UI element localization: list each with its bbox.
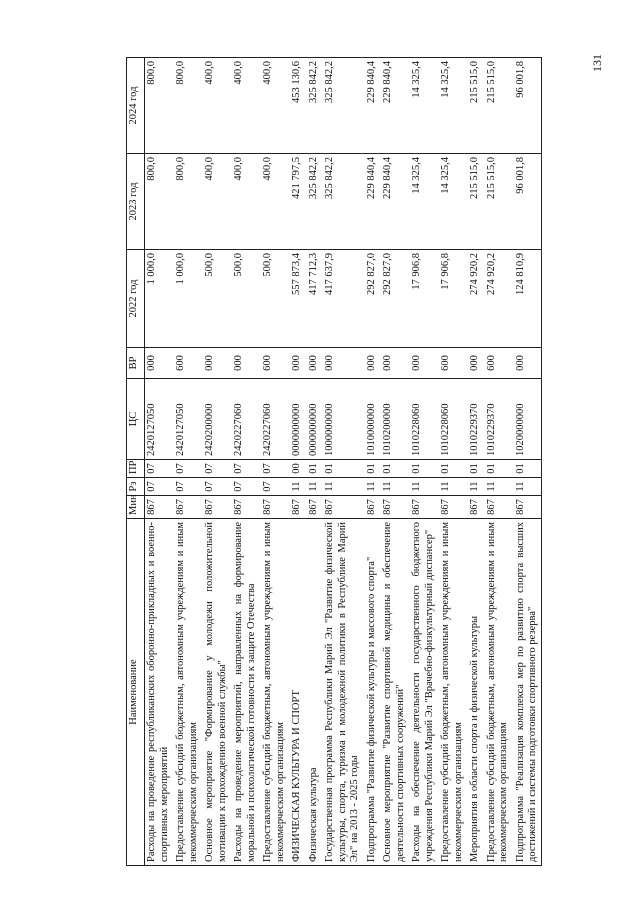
table-row [483, 58, 512, 866]
table-cell-vr: 600 [437, 348, 466, 379]
table-cell-vr: 000 [379, 348, 408, 379]
table-cell-2024: 14 325,4 [408, 58, 437, 154]
table-cell-name: ФИЗИЧЕСКАЯ КУЛЬТУРА И СПОРТ [288, 519, 305, 866]
table-cell-cs: 2420127050 [145, 379, 173, 460]
table-cell-2024: 96 001,8 [512, 58, 542, 154]
table-cell-cs: 0000000000 [305, 379, 322, 460]
table-cell-2022: 274 920,2 [483, 250, 512, 348]
table-cell-pr: 01 [437, 460, 466, 478]
table-cell-name: Основное мероприятие "Развитие спортивной медицины и обеспечение деятельности спортивных сооружений" [379, 519, 408, 866]
table-cell-name: Государственная программа Республики Марий Эл "Развитие физической культуры, спорта, туризма и молодежной политики в Республике Марий Эл" на 2013 - 2025 годы [321, 519, 363, 866]
table-cell-rz: 11 [408, 478, 437, 496]
table-cell-rz: 11 [288, 478, 305, 496]
table-row [379, 58, 408, 866]
table-cell-2023: 215 515,0 [483, 154, 512, 250]
table-cell-2022: 500,0 [201, 250, 230, 348]
table-cell-cs: 2420227060 [259, 379, 288, 460]
table-cell-min: 867 [172, 496, 201, 519]
table-row [259, 58, 288, 866]
table-cell-rz: 07 [230, 478, 259, 496]
table-cell-min: 867 [363, 496, 380, 519]
table-cell-2023: 325 842,2 [305, 154, 322, 250]
table-cell-name: Расходы на обеспечение деятельности государственного бюджетного учреждения Республики Марий Эл "Врачебно-физкультурный диспансер" [408, 519, 437, 866]
table-cell-cs: 1010228060 [408, 379, 437, 460]
header-rz: Рз [127, 478, 145, 496]
table-cell-vr: 000 [466, 348, 483, 379]
table-body [145, 58, 542, 866]
table-row [145, 58, 173, 866]
table-cell-name: Расходы на проведение республиканских оборонно-прикладных и военно-спортивных мероприятий [145, 519, 173, 866]
table-cell-cs: 1020000000 [512, 379, 542, 460]
table-cell-2023: 229 840,4 [363, 154, 380, 250]
table-cell-cs: 1010000000 [363, 379, 380, 460]
budget-table [126, 57, 542, 866]
table-row [363, 58, 380, 866]
table-cell-2024: 325 842,2 [321, 58, 363, 154]
table-cell-2022: 1 000,0 [145, 250, 173, 348]
table-cell-rz: 11 [437, 478, 466, 496]
table-cell-2024: 400,0 [201, 58, 230, 154]
table-cell-min: 867 [466, 496, 483, 519]
table-cell-2024: 215 515,0 [466, 58, 483, 154]
table-cell-2022: 557 873,4 [288, 250, 305, 348]
table-cell-min: 867 [321, 496, 363, 519]
table-cell-2024: 215 515,0 [483, 58, 512, 154]
table-cell-2023: 400,0 [259, 154, 288, 250]
table-cell-2023: 400,0 [230, 154, 259, 250]
table-row [437, 58, 466, 866]
table-row [201, 58, 230, 866]
table-cell-name: Подпрограмма "Реализация комплекса мер по развитию спорта высших достижений и системы подготовки спортивного резерва" [512, 519, 542, 866]
table-cell-2024: 400,0 [230, 58, 259, 154]
table-row [512, 58, 542, 866]
table-cell-2022: 500,0 [259, 250, 288, 348]
header-vr: ВР [127, 348, 145, 379]
table-cell-pr: 07 [201, 460, 230, 478]
header-min: Мин [127, 496, 145, 519]
table-cell-vr: 600 [172, 348, 201, 379]
table-cell-2023: 800,0 [172, 154, 201, 250]
table-cell-cs: 0000000000 [288, 379, 305, 460]
table-cell-rz: 11 [305, 478, 322, 496]
table-cell-rz: 07 [201, 478, 230, 496]
table-cell-name: Основное мероприятие "Формирование у молодежи положительной мотивации к прохождению военной службы" [201, 519, 230, 866]
table-cell-2022: 417 712,3 [305, 250, 322, 348]
table-cell-2024: 325 842,2 [305, 58, 322, 154]
table-cell-2024: 400,0 [259, 58, 288, 154]
table-cell-vr: 000 [230, 348, 259, 379]
table-cell-vr: 000 [408, 348, 437, 379]
table-cell-pr: 07 [145, 460, 173, 478]
table-cell-2022: 292 827,0 [379, 250, 408, 348]
table-cell-pr: 01 [466, 460, 483, 478]
table-cell-vr: 000 [321, 348, 363, 379]
table-cell-rz: 11 [483, 478, 512, 496]
table-cell-pr: 01 [305, 460, 322, 478]
table-cell-2023: 800,0 [145, 154, 173, 250]
table-cell-min: 867 [408, 496, 437, 519]
table-cell-vr: 000 [288, 348, 305, 379]
table-cell-2023: 325 842,2 [321, 154, 363, 250]
header-2022: 2022 год [127, 250, 145, 348]
table-cell-2022: 417 637,9 [321, 250, 363, 348]
table-cell-name: Предоставление субсидий бюджетным, автономным учреждениям и иным некоммерческим организациям [483, 519, 512, 866]
table-cell-2023: 96 001,8 [512, 154, 542, 250]
table-cell-cs: 1010229370 [483, 379, 512, 460]
table-row [230, 58, 259, 866]
table-cell-pr: 07 [259, 460, 288, 478]
table-cell-cs: 2420127050 [172, 379, 201, 460]
table-cell-vr: 000 [363, 348, 380, 379]
table-cell-2022: 292 827,0 [363, 250, 380, 348]
table-cell-pr: 01 [363, 460, 380, 478]
table-cell-2023: 14 325,4 [437, 154, 466, 250]
table-cell-rz: 11 [363, 478, 380, 496]
table-cell-2024: 229 840,4 [379, 58, 408, 154]
header-pr: ПР [127, 460, 145, 478]
table-cell-name: Физическая культура [305, 519, 322, 866]
table-cell-2023: 215 515,0 [466, 154, 483, 250]
table-cell-rz: 07 [145, 478, 173, 496]
table-cell-vr: 600 [483, 348, 512, 379]
table-cell-vr: 000 [512, 348, 542, 379]
page-number: 131 [590, 54, 604, 72]
table-cell-2024: 453 130,6 [288, 58, 305, 154]
table-row [466, 58, 483, 866]
table-cell-cs: 1000000000 [321, 379, 363, 460]
table-cell-name: Расходы на проведение мероприятий, направленных на формирование моральной и психологической готовности к защите Отечества [230, 519, 259, 866]
table-cell-name: Подпрограмма "Развитие физической культуры и массового спорта" [363, 519, 380, 866]
table-cell-2024: 800,0 [145, 58, 173, 154]
table-cell-min: 867 [379, 496, 408, 519]
table-cell-cs: 2420227060 [230, 379, 259, 460]
table-cell-min: 867 [259, 496, 288, 519]
table-cell-cs: 1010228060 [437, 379, 466, 460]
table-cell-pr: 01 [408, 460, 437, 478]
table-cell-min: 867 [512, 496, 542, 519]
table-cell-name: Предоставление субсидий бюджетным, автономным учреждениям и иным некоммерческим организациям [172, 519, 201, 866]
table-row [321, 58, 363, 866]
table-cell-min: 867 [201, 496, 230, 519]
table-cell-pr: 01 [379, 460, 408, 478]
table-cell-pr: 01 [321, 460, 363, 478]
table-cell-rz: 11 [466, 478, 483, 496]
table-row [305, 58, 322, 866]
table-cell-name: Предоставление субсидий бюджетным, автономным учреждениям и иным некоммерческим организациям [259, 519, 288, 866]
header-cs: ЦС [127, 379, 145, 460]
header-2023: 2023 год [127, 154, 145, 250]
table-cell-2022: 124 810,9 [512, 250, 542, 348]
table-cell-min: 867 [305, 496, 322, 519]
table-cell-name: Мероприятия в области спорта и физической культуры [466, 519, 483, 866]
table-cell-rz: 11 [512, 478, 542, 496]
table-cell-min: 867 [483, 496, 512, 519]
table-cell-rz: 07 [259, 478, 288, 496]
table-cell-2023: 14 325,4 [408, 154, 437, 250]
table-cell-vr: 000 [145, 348, 173, 379]
table-cell-2023: 400,0 [201, 154, 230, 250]
table-cell-vr: 000 [305, 348, 322, 379]
table-cell-rz: 07 [172, 478, 201, 496]
table-row [172, 58, 201, 866]
header-2024: 2024 год [127, 58, 145, 154]
budget-table-rotated [126, 58, 615, 866]
table-cell-2022: 17 906,8 [437, 250, 466, 348]
table-cell-pr: 07 [172, 460, 201, 478]
table-cell-2022: 17 906,8 [408, 250, 437, 348]
table-cell-cs: 1010200000 [379, 379, 408, 460]
table-cell-pr: 00 [288, 460, 305, 478]
table-header-row [127, 58, 145, 866]
table-cell-vr: 600 [259, 348, 288, 379]
table-cell-2023: 421 797,5 [288, 154, 305, 250]
table-cell-min: 867 [288, 496, 305, 519]
table-cell-pr: 07 [230, 460, 259, 478]
table-cell-2022: 500,0 [230, 250, 259, 348]
table-cell-cs: 2420200000 [201, 379, 230, 460]
table-cell-vr: 000 [201, 348, 230, 379]
table-cell-name: Предоставление субсидий бюджетным, автономным учреждениям и иным некоммерческим организациям [437, 519, 466, 866]
table-cell-2024: 800,0 [172, 58, 201, 154]
table-row [288, 58, 305, 866]
table-cell-min: 867 [145, 496, 173, 519]
table-cell-2024: 14 325,4 [437, 58, 466, 154]
table-cell-cs: 1010229370 [466, 379, 483, 460]
table-cell-2023: 229 840,4 [379, 154, 408, 250]
table-cell-2022: 1 000,0 [172, 250, 201, 348]
table-row [408, 58, 437, 866]
table-cell-pr: 01 [483, 460, 512, 478]
table-cell-rz: 11 [321, 478, 363, 496]
table-cell-2022: 274 920,2 [466, 250, 483, 348]
header-name: Наименование [127, 519, 145, 866]
table-cell-2024: 229 840,4 [363, 58, 380, 154]
table-cell-rz: 11 [379, 478, 408, 496]
table-cell-min: 867 [437, 496, 466, 519]
table-cell-pr: 01 [512, 460, 542, 478]
table-cell-min: 867 [230, 496, 259, 519]
